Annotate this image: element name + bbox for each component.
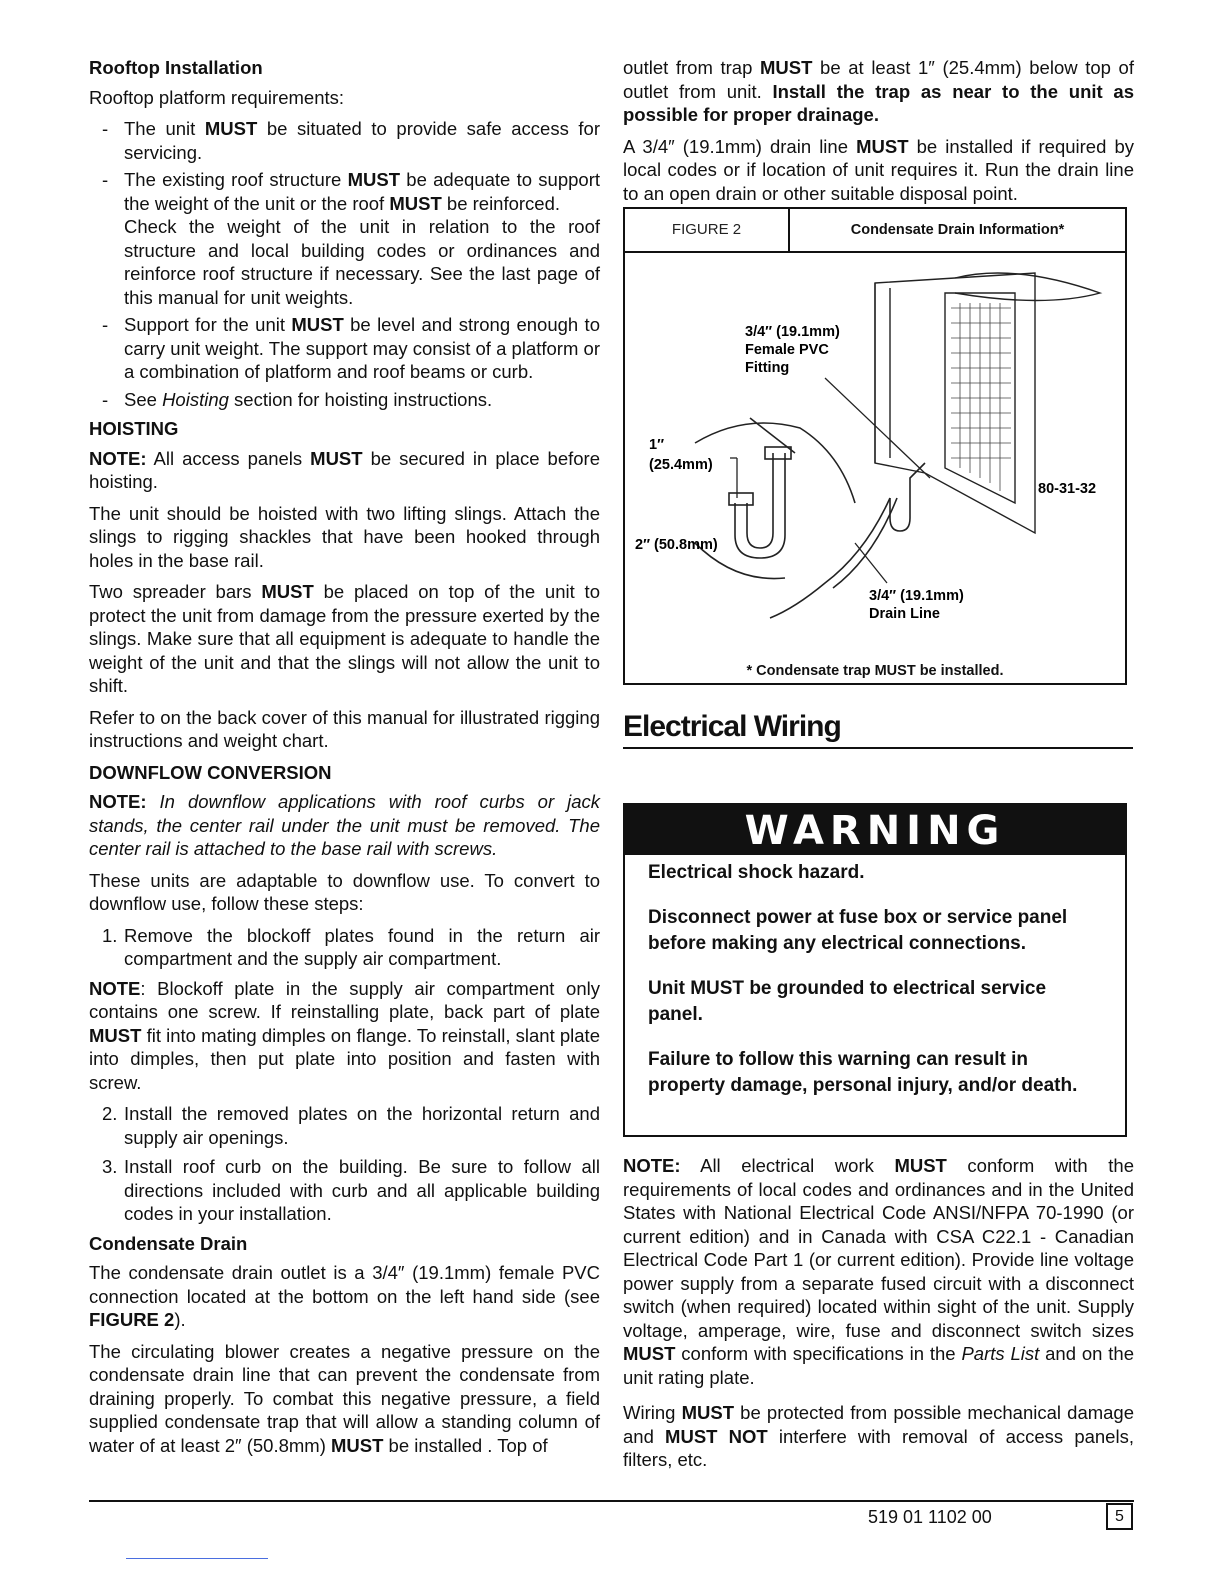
right-column-bottom — [623, 1154, 1134, 1480]
condensate-heading: Condensate Drain — [89, 1232, 248, 1254]
downflow-paragraph: These units are adaptable to downflow use. To convert to downflow use, follow these steps: — [89, 869, 600, 914]
part-code: 80-31-32 — [1038, 481, 1097, 497]
list-item: - See Hoisting section for hoisting instructions. — [89, 388, 600, 412]
figure-condensate-drain — [623, 207, 1127, 685]
footer-rule — [89, 1500, 1134, 1502]
warning-line-3: Unit MUST be grounded to electrical service panel. — [648, 978, 1047, 1025]
callout-1in-line1: 1″ — [649, 437, 665, 453]
figure-header — [625, 209, 1125, 253]
scan-artifact-line — [126, 1558, 268, 1559]
warning-line-4: Failure to follow this warning can result in property damage, personal injury, and/or death. — [648, 1049, 1078, 1096]
downflow-note: NOTE: In downflow applications with roof curbs or jack stands, the center rail under the unit must be removed. The center rail is attached to the base rail with screws. — [89, 791, 600, 859]
downflow-steps-continued — [89, 1102, 600, 1226]
electrical-note: NOTE: All electrical work MUST conform with the requirements of local codes and ordinances and in the United States with National Electrical Code ANSI/NFPA 70-1990 (or current edition) and in Canada with CSA C22.1 - Canadian Electrical Code Part 1 (or current edition). Provide line voltage power supply from a separate fused circuit with a disconnect switch (when required) located within sight of the unit. Supply voltage, amperage, wire, fuse and disconnect switch sizes MUST conform with specifications in the Parts List and on the unit rating plate. — [623, 1155, 1135, 1388]
electrical-wiring-heading: Electrical Wiring — [623, 707, 1133, 749]
document-number: 519 01 1102 00 — [868, 1507, 992, 1527]
callout-1in-line2: (25.4mm) — [649, 457, 713, 473]
trap-continuation: outlet from trap MUST be at least 1″ (25.4mm) below top of outlet from unit. Install the trap as near to the unit as possible for proper drainage. — [623, 57, 1134, 125]
hoisting-paragraph-1: The unit should be hoisted with two lifting slings. Attach the slings to rigging shackles that have been hooked through holes in the base rail. — [89, 502, 600, 571]
hoisting-paragraph-2: Two spreader bars MUST be placed on top of the unit to protect the unit from damage from the pressure exerted by the slings. Make sure that all equipment is adequate to handle the weight of the unit and that the slings will not allow the unit to shift. — [89, 581, 600, 696]
list-item: - The existing roof structure MUST be adequate to support the weight of the unit or the roof MUST be reinforced. Check the weight of the unit in relation to the roof structure and local building codes or ordinances and reinforce roof structure if necessary. See the last page of this manual for unit weights. — [89, 168, 600, 309]
callout-drain-line1: 3/4″ (19.1mm) — [869, 588, 964, 604]
rooftop-heading: Rooftop Installation — [89, 57, 263, 78]
rooftop-requirements-list — [89, 117, 600, 411]
list-item: - The unit MUST be situated to provide safe access for servicing. — [89, 117, 600, 164]
callout-fitting-line1: 3/4″ (19.1mm) — [745, 324, 840, 340]
warning-line-2: Disconnect power at fuse box or service panel before making any electrical connections. — [648, 907, 1068, 954]
hoisting-paragraph-3: Refer to on the back cover of this manual for illustrated rigging instructions and weight chart. — [89, 706, 600, 751]
coil-grille — [951, 303, 1011, 491]
list-item: 2. Install the removed plates on the horizontal return and supply air openings. — [102, 1103, 600, 1148]
hoisting-heading: HOISTING — [89, 418, 179, 439]
hoisting-note: NOTE: All access panels MUST be secured in place before hoisting. — [89, 447, 600, 492]
callout-drain-line2: Drain Line — [869, 606, 940, 622]
rooftop-intro: Rooftop platform requirements: — [89, 86, 345, 108]
warning-body — [625, 855, 1125, 1099]
condensate-drain-illustration — [625, 253, 1125, 653]
warning-box — [623, 803, 1127, 1137]
callout-2in: 2″ (50.8mm) — [635, 537, 718, 553]
callout-fitting-line2: Female PVC — [745, 342, 829, 358]
figure-title: Condensate Drain Information* — [850, 222, 1065, 238]
downflow-heading: DOWNFLOW CONVERSION — [89, 761, 332, 783]
condensate-paragraph-2: The circulating blower creates a negative pressure on the condensate drain line that can prevent the condensate from draining properly. To combat this negative pressure, a field supplied condensate trap that will allow a standing column of water of at least 2″ (50.8mm) MUST be installed . Top of — [89, 1340, 600, 1456]
magnified-trap — [695, 418, 855, 579]
list-item: 1. Remove the blockoff plates found in the return air compartment and the supply air compartment. — [102, 924, 600, 969]
warning-line-1: Electrical shock hazard. — [648, 862, 865, 883]
list-item: 3. Install roof curb on the building. Be sure to follow all directions included with curb and all applicable building codes in your installation. — [102, 1156, 600, 1224]
downflow-steps — [89, 924, 600, 971]
left-column — [89, 56, 600, 1465]
figure-footnote: * Condensate trap MUST be installed. — [746, 663, 1004, 679]
right-column-top — [623, 56, 1134, 213]
warning-title: WARNING — [625, 805, 1125, 855]
wiring-paragraph: Wiring MUST be protected from possible mechanical damage and MUST NOT interfere with removal of access panels, filters, etc. — [623, 1402, 1135, 1470]
leader-lines — [730, 378, 930, 583]
condensate-paragraph-1: The condensate drain outlet is a 3/4″ (19.1mm) female PVC connection located at the bottom on the left hand side (see FIGURE 2). — [89, 1262, 601, 1330]
list-item: - Support for the unit MUST be level and strong enough to carry unit weight. The support may consist of a platform or a combination of platform and roof beams or curb. — [89, 313, 600, 384]
page-number: 5 — [1106, 1503, 1133, 1530]
drain-line-paragraph: A 3/4″ (19.1mm) drain line MUST be installed if required by local codes or if location of unit requires it. Run the drain line to an open drain or other suitable disposal point. — [623, 135, 1134, 204]
callout-fitting-line3: Fitting — [745, 360, 790, 376]
figure-label: FIGURE 2 — [625, 209, 790, 251]
blockoff-note: NOTE: Blockoff plate in the supply air compartment only contains one screw. If reinstalling plate, back part of plate MUST fit into mating dimples on flange. To reinstall, slant plate into dimples, then put plate into position and fasten with screw. — [89, 977, 600, 1093]
